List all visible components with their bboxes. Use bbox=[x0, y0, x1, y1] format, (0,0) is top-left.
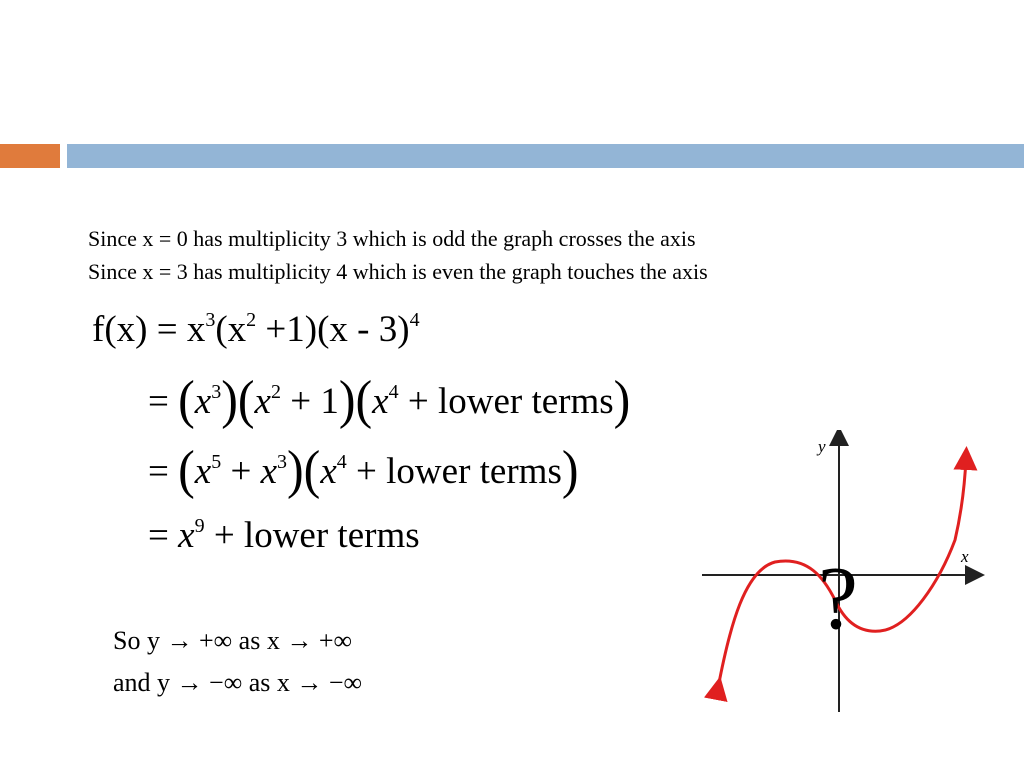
header-bar bbox=[67, 144, 1024, 168]
eq4-a-power: 9 bbox=[194, 514, 205, 537]
equation-3: = $(x^5 + x^3)(x^4$ + lower terms) bbox=[148, 438, 579, 500]
y-axis-label: y bbox=[818, 437, 826, 456]
eq2-c-power: 4 bbox=[388, 380, 399, 403]
eq3-c-power: 4 bbox=[336, 450, 347, 473]
eq2-rest: + lower terms bbox=[407, 381, 614, 422]
eq3-rest: + lower terms bbox=[356, 451, 562, 492]
equation-1 bbox=[92, 308, 420, 351]
polynomial-graph bbox=[700, 430, 990, 720]
eq1-lhs: f(x) bbox=[92, 309, 148, 350]
eq1-term1-power: 3 bbox=[205, 308, 216, 331]
eq1-term3: +1)(x - 3) bbox=[265, 309, 410, 350]
statement-line-2: Since x = 3 has multiplicity 4 which is even the graph touches the axis bbox=[88, 259, 708, 284]
conclusion-line-1: So y → +∞ as x → +∞ bbox=[113, 626, 353, 655]
eq2-plus: + bbox=[290, 381, 312, 422]
eq3-b: x bbox=[260, 451, 278, 492]
eq3-b-power: 3 bbox=[277, 450, 288, 473]
eq2-equals: = bbox=[148, 381, 169, 422]
question-mark: ? bbox=[818, 549, 858, 648]
eq1-term2: (x bbox=[215, 309, 247, 350]
eq1-term1: x bbox=[186, 309, 206, 350]
equation-2: = $(x^3)(x^2 + 1)(x^4$ + lower terms) bbox=[148, 368, 631, 430]
eq4-rest: + lower terms bbox=[213, 515, 420, 556]
eq1-term3-power: 4 bbox=[409, 308, 420, 331]
eq3-plus: + bbox=[230, 451, 252, 492]
eq4-equals: = bbox=[148, 515, 169, 556]
equation-4 bbox=[148, 514, 420, 557]
eq2-a-power: 3 bbox=[211, 380, 222, 403]
conclusion-line-2: and y → −∞ as x → −∞ bbox=[113, 668, 363, 697]
header-accent-bar bbox=[0, 144, 60, 168]
eq2-c: x bbox=[372, 381, 389, 422]
eq1-term2-power: 2 bbox=[246, 308, 257, 331]
eq2-b: x bbox=[254, 381, 271, 422]
eq3-equals: = bbox=[148, 451, 169, 492]
eq2-b-power: 2 bbox=[270, 380, 281, 403]
eq3-a-power: 5 bbox=[211, 450, 222, 473]
statement-line-1: Since x = 0 has multiplicity 3 which is odd the graph crosses the axis bbox=[88, 226, 696, 251]
eq1-equals: = bbox=[156, 309, 178, 350]
eq3-a: x bbox=[194, 451, 212, 492]
eq2-one: 1 bbox=[320, 381, 339, 422]
eq4-a: x bbox=[178, 515, 195, 556]
x-axis-label: x bbox=[961, 547, 969, 566]
eq3-c: x bbox=[320, 451, 337, 492]
eq2-a: x bbox=[194, 381, 212, 422]
